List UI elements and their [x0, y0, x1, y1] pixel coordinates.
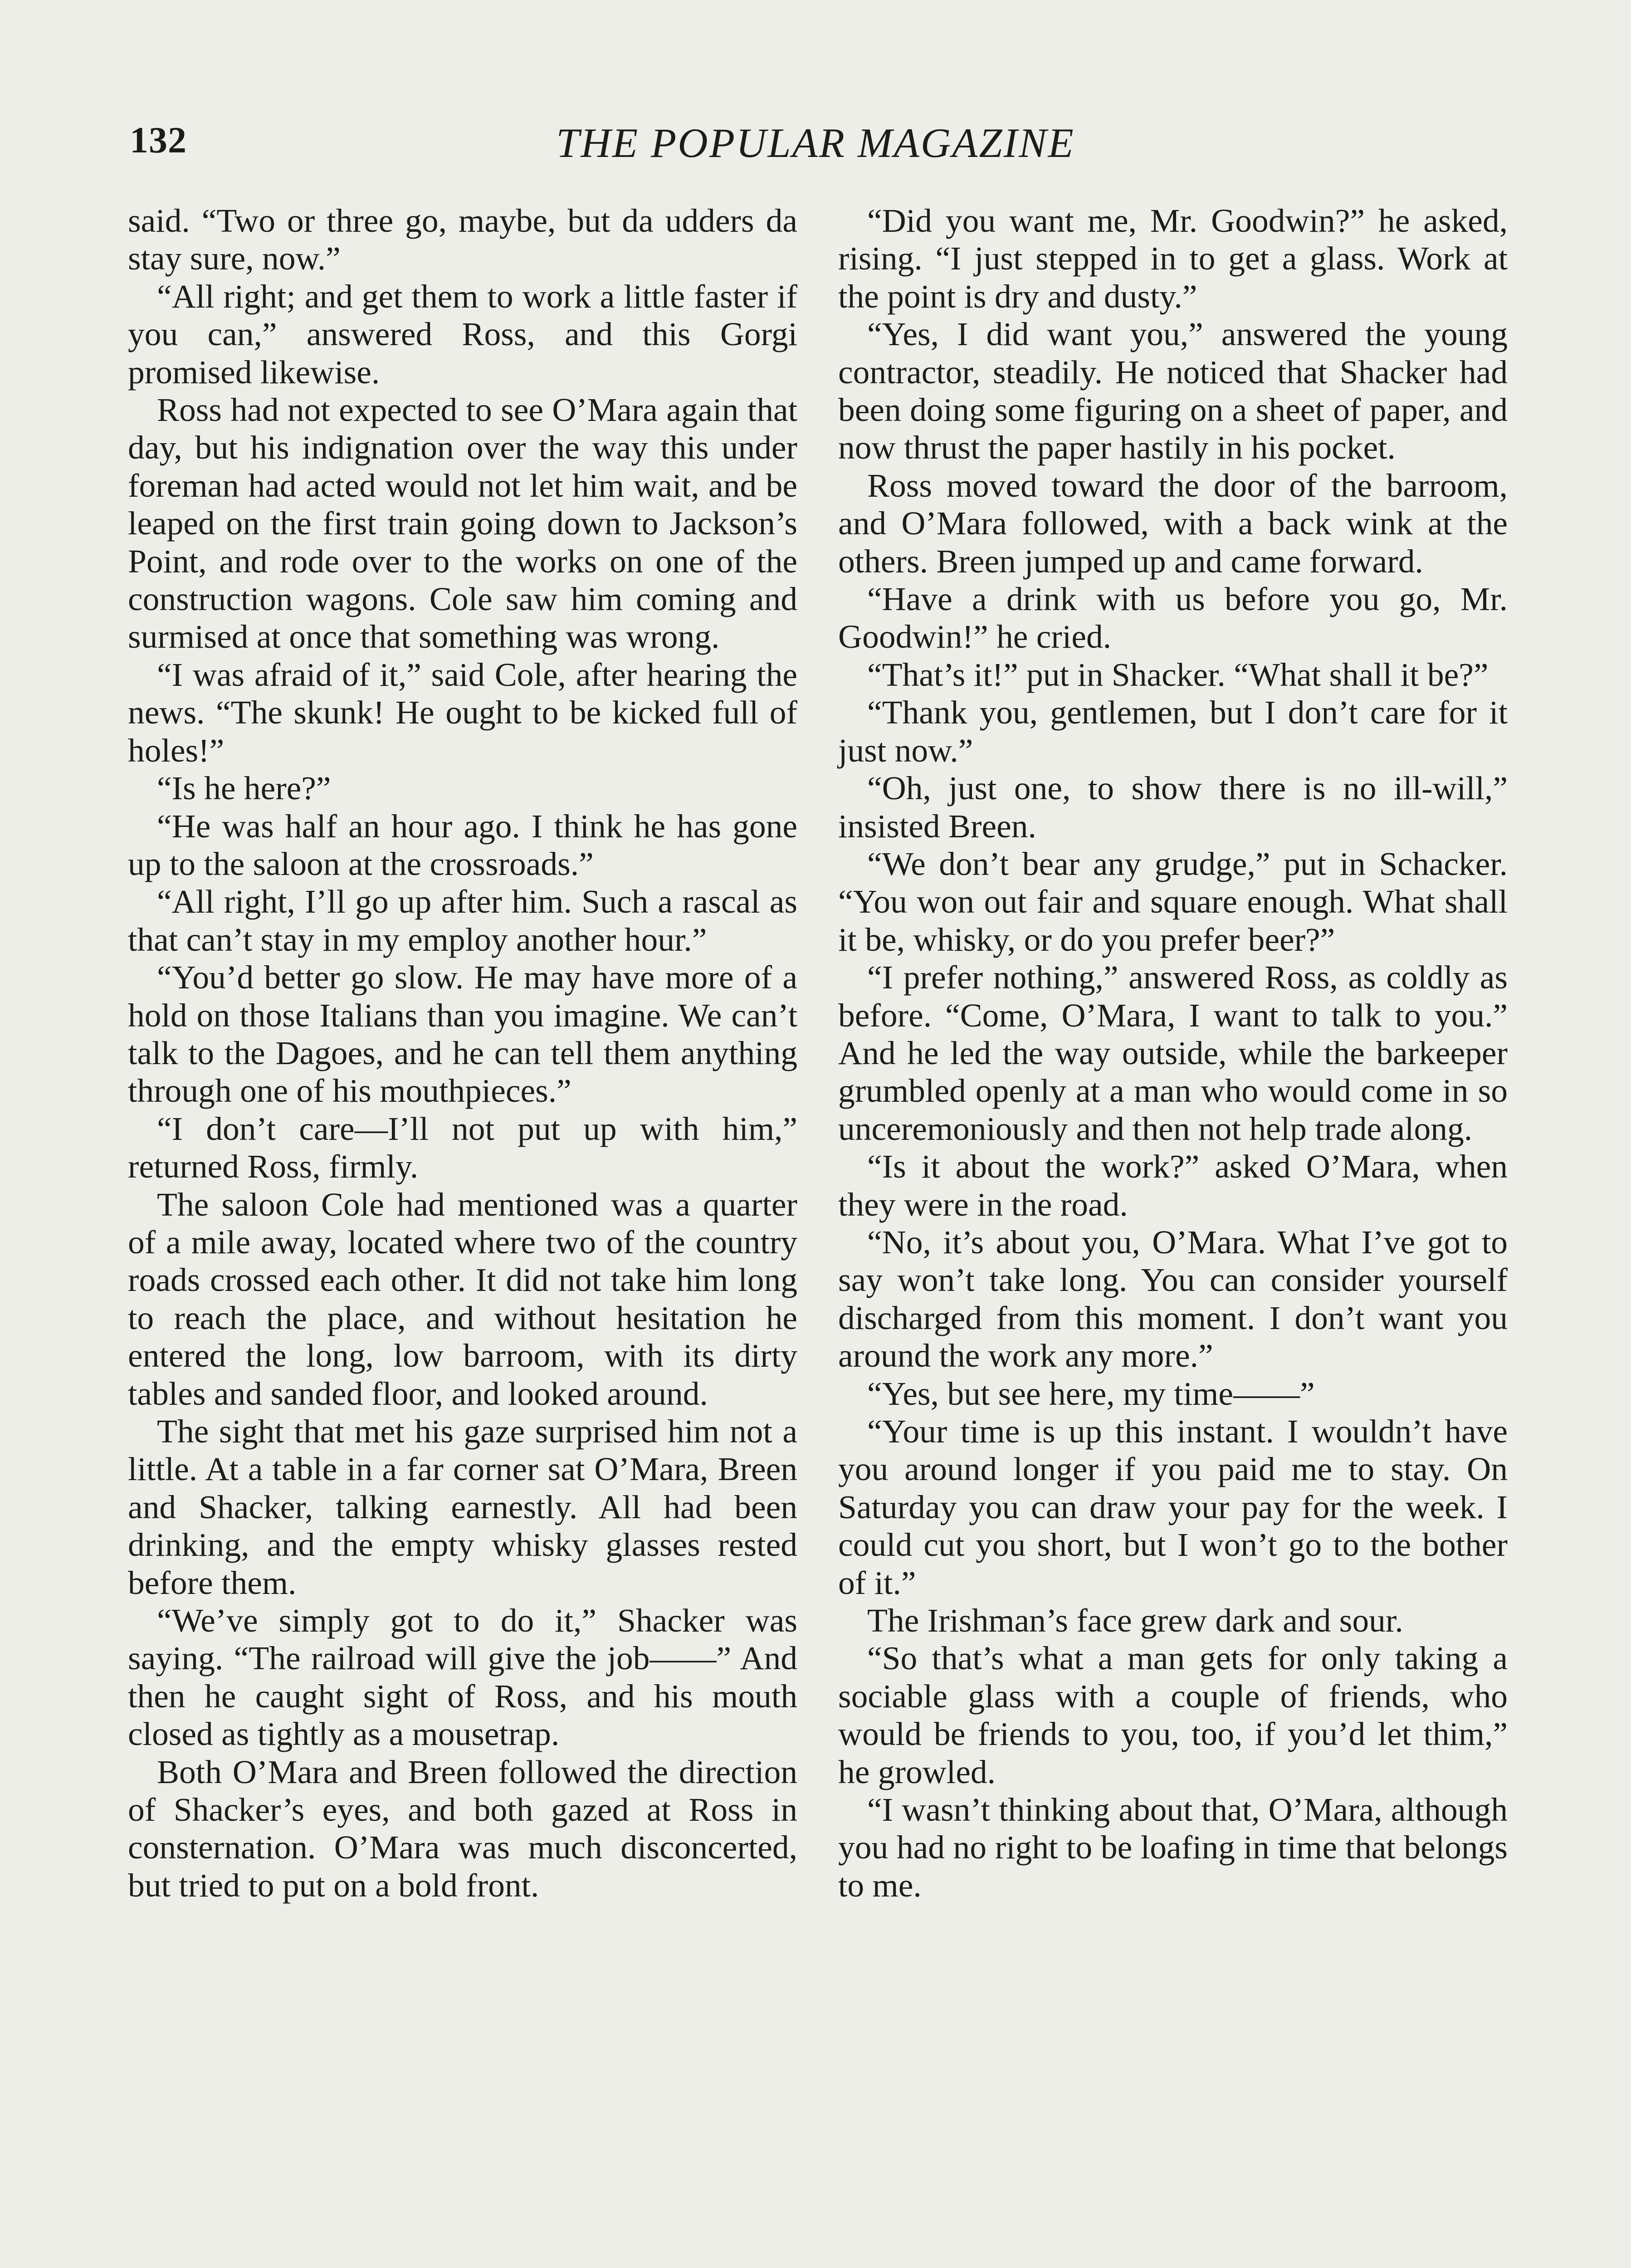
paragraph: “I prefer nothing,” answered Ross, as coldly as before. “Come, O’Mara, I want to talk to you.” And he led the way outside, while the barkeeper grumbled openly at a man who would come in so unceremoniously and then not help trade along.: [838, 959, 1508, 1147]
paragraph: “We don’t bear any grudge,” put in Schacker. “You won out fair and square enough. What shall it be, whisky, or do you prefer beer?”: [838, 845, 1508, 958]
paragraph: Both O’Mara and Breen followed the direction of Shacker’s eyes, and both gazed at Ross in consternation. O’Mara was much disconcerted, but tried to put on a bold front.: [128, 1753, 797, 1904]
paragraph: The Irishman’s face grew dark and sour.: [867, 1602, 1403, 1639]
paragraph: “Did you want me, Mr. Goodwin?” he asked, rising. “I just stepped in to get a glass. Work at the point is dry and dusty.”: [838, 202, 1508, 315]
paragraph: “We’ve simply got to do it,” Shacker was saying. “The railroad will give the job——” And then he caught sight of Ross, and his mouth closed as tightly as a mousetrap.: [128, 1602, 797, 1753]
paragraph: “He was half an hour ago. I think he has gone up to the saloon at the crossroads.”: [128, 807, 797, 882]
paragraph: “Yes, but see here, my time——”: [867, 1375, 1315, 1412]
paragraph: “Is it about the work?” asked O’Mara, when they were in the road.: [838, 1148, 1508, 1223]
paragraph: “Is he here?”: [157, 770, 331, 807]
paragraph: “Yes, I did want you,” answered the young contractor, steadily. He noticed that Shacker had been doing some figuring on a sheet of paper, and now thrust the paper hastily in his pocket.: [838, 316, 1508, 466]
paragraph: “So that’s what a man gets for only taking a sociable glass with a couple of friends, who would be friends to you, too, if you’d let thim,” he growled.: [838, 1640, 1508, 1790]
paragraph: The saloon Cole had mentioned was a quarter of a mile away, located where two of the country roads crossed each other. It did not take him long to reach the place, and without hesitation he entered the long, low barroom, with its dirty tables and sanded floor, and looked around.: [128, 1186, 797, 1412]
paragraph: “That’s it!” put in Shacker. “What shall it be?”: [867, 656, 1489, 693]
paragraph: “Your time is up this instant. I wouldn’t have you around longer if you paid me to stay. On Saturday you can draw your pay for the week. I could cut you short, but I won’t go to the bother of it.”: [838, 1413, 1508, 1601]
page-number: 132: [130, 119, 187, 161]
paragraph: “I wasn’t thinking about that, O’Mara, although you had no right to be loafing in time that belongs to me.: [838, 1791, 1508, 1904]
paragraph: “All right; and get them to work a little faster if you can,” answered Ross, and this Gorgi promised likewise.: [128, 278, 797, 391]
paragraph: “No, it’s about you, O’Mara. What I’ve got to say won’t take long. You can consider yourself discharged from this moment. I don’t want you around the work any more.”: [838, 1223, 1508, 1374]
paragraph: “You’d better go slow. He may have more of a hold on those Italians than you imagine. We can’t talk to the Dagoes, and he can tell them anything through one of his mouthpieces.”: [128, 959, 797, 1110]
paragraph: “All right, I’ll go up after him. Such a rascal as that can’t stay in my employ another hour.”: [128, 883, 797, 958]
paragraph: Ross moved toward the door of the barroom, and O’Mara followed, with a back wink at the others. Breen jumped up and came forward.: [838, 467, 1508, 580]
paragraph: “Have a drink with us before you go, Mr. Goodwin!” he cried.: [838, 581, 1508, 655]
paragraph: “I was afraid of it,” said Cole, after hearing the news. “The skunk! He ought to be kicked full of holes!”: [128, 656, 797, 769]
paragraph: “Oh, just one, to show there is no ill-will,” insisted Breen.: [838, 770, 1508, 845]
paragraph: Ross had not expected to see O’Mara again that day, but his indignation over the way this under foreman had acted would not let him wait, and be leaped on the first train going down to Jackson’s Point, and rode over to the works on one of the construction wagons. Cole saw him coming and surmised at once that something was wrong.: [128, 391, 797, 655]
paragraph: “I don’t care—I’ll not put up with him,” returned Ross, firmly.: [128, 1110, 797, 1185]
paragraph: The sight that met his gaze surprised him not a little. At a table in a far corner sat O’Mara, Breen and Shacker, talking earnestly. All had been drinking, and the empty whisky glasses rested before them.: [128, 1413, 797, 1601]
paragraph: “Thank you, gentlemen, but I don’t care for it just now.”: [838, 694, 1508, 769]
right-column: [838, 202, 1508, 1904]
running-title: THE POPULAR MAGAZINE: [556, 120, 1075, 166]
paragraph: said. “Two or three go, maybe, but da udders da stay sure, now.”: [128, 202, 797, 277]
left-column: [128, 202, 797, 1904]
